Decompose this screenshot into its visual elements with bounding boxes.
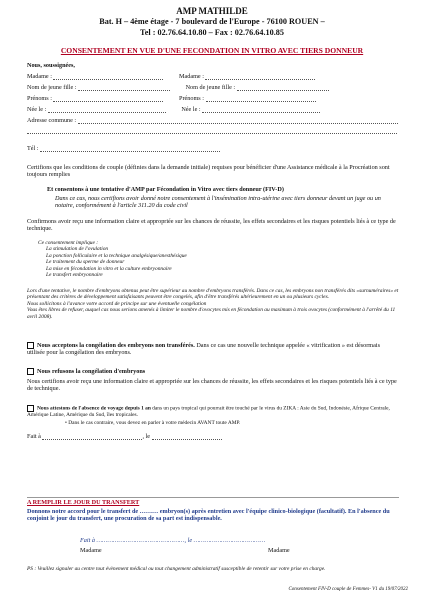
prenoms-label-1: Prénoms : xyxy=(27,95,52,102)
prenoms-field-2[interactable] xyxy=(206,96,316,102)
form-row-tel xyxy=(27,145,407,152)
travel-block xyxy=(27,405,399,426)
madame-label-2: Madame : xyxy=(179,73,204,80)
madame-sign-2: Madame xyxy=(268,547,290,554)
implies-item: La ponction folliculaire et la technique analgésique/anesthésique xyxy=(46,252,187,259)
nee-field-2[interactable] xyxy=(202,107,320,113)
implies-item: Le transfert embryonnaire xyxy=(46,272,103,279)
bullet-icon: • xyxy=(65,419,69,426)
document-title: CONSENTEMENT EN VUE D'UNE FECONDATION IN VITRO AVEC TIERS DONNEUR xyxy=(60,46,364,55)
accept-detail: Dans ce cas une nouvelle technique appelée « vitrification » est désormais utilisée pour la congélation des embryons. xyxy=(27,342,380,357)
certify-text: Certifions que les conditions de couple (définies dans la demande initiale) requises pour bénéficier d'une Assistance médicale à la Procréation sont toujours remplies xyxy=(27,164,390,178)
refuse-label: Nous refusons la congélation d'embryons xyxy=(37,368,146,375)
implies-item: La mise en fécondation in vitro et la culture embryonnaire xyxy=(46,265,172,272)
made-at-label: Fait à xyxy=(27,433,41,440)
form-row-adresse xyxy=(27,117,407,124)
refuse-checkbox[interactable] xyxy=(27,368,34,375)
nom-field-2[interactable] xyxy=(237,85,329,91)
prenoms-label-2: Prénoms : xyxy=(179,95,204,102)
accept-checkbox[interactable] xyxy=(27,342,34,349)
nom-label-1: Nom de jeune fille : xyxy=(27,84,77,91)
travel-text: dans un pays tropical qui pourrait être touché par le virus du ZIKA : Asie du Sud, Indonésie, Afrique Centrale, Amérique Latine, Amérique du Sud, îles tropicales. xyxy=(27,405,390,419)
nee-label-2: Née le : xyxy=(181,106,201,113)
info-text: Confirmons avoir reçu une information claire et appropriée sur les chances de réussite, les effets secondaires et les risques potentiels liés à ce type de technique. xyxy=(27,218,396,232)
center-phones: Tel : 02.76.64.10.80 – Fax : 02.76.64.10.85 xyxy=(140,28,284,37)
form-row-prenoms xyxy=(27,95,407,102)
prenoms-field-1[interactable] xyxy=(53,96,163,102)
nee-label-1: Née le : xyxy=(27,106,47,113)
tel-field[interactable] xyxy=(40,146,220,152)
adresse-field-line-2[interactable] xyxy=(27,133,397,134)
embryo-note xyxy=(27,288,399,320)
ps-note: PS : Veuillez signaler au centre tout évènement médical ou tout changement administratif susceptible de retentir sur votre prise en charge. xyxy=(27,566,326,572)
form-row-nee xyxy=(27,106,407,113)
embryo-note-line: Lors d'une tentative, le nombre d'embryons obtenus peut être supérieur au nombre d'embryons transférés. Dans ce cas, les embryons non transférés dits «surnuméraires» et présentant des critères de développement satisfaisants peuvent être congelés, afin d'être transférés ultérieurement en un ou plusieurs cycles. xyxy=(27,288,399,301)
option-refuse xyxy=(27,368,399,375)
form-intro: Nous, soussignées, xyxy=(27,62,75,69)
embryo-note-line: Nous sollicitons à l'avance votre accord de principe sur une éventuelle congélation xyxy=(27,300,207,307)
option-accept xyxy=(27,342,399,356)
consent-note: Dans ce cas, nous certifions avoir donné notre consentement à l'insémination intra-utérine avec tiers donneur devant un juge ou un notaire, conformément à l'article 311.20 du code civil xyxy=(55,195,381,209)
travel-bold: Nous attestons de l'absence de voyage depuis 1 an xyxy=(37,405,151,412)
transfer-made: Fait à …………………………………………, le ………………………………… xyxy=(80,537,266,544)
transfer-heading: A REMPLIR LE JOUR DU TRANSFERT xyxy=(27,499,140,506)
madame-field-2[interactable] xyxy=(205,74,315,80)
refuse-info: Nous certifions avoir reçu une information claire et appropriée sur les chances de réussite, les effets secondaires et les risques potentiels liés à ce type de technique. xyxy=(27,378,397,392)
date-label: , le xyxy=(142,433,151,440)
footer-version: Consentement FIV-D couple de Femmes- V1 du 19/07/2022 xyxy=(288,587,408,592)
form-row-nom xyxy=(27,84,407,91)
travel-bullet-row xyxy=(27,420,399,426)
transfer-divider xyxy=(27,497,399,498)
signature-row xyxy=(27,433,399,440)
made-at-field[interactable] xyxy=(42,434,142,440)
nom-label-2: Nom de jeune fille : xyxy=(185,84,236,91)
form-row-madame xyxy=(27,73,407,80)
adresse-field[interactable] xyxy=(78,118,398,124)
consent-title: Et consentons à une tentative d'AMP par Fécondation in Vitro avec tiers donneur (FIV-D) xyxy=(47,186,284,193)
implies-item: Le traitement du sperme de donneur xyxy=(46,259,125,266)
travel-bullet: Dans le cas contraire, vous devez en parler à votre médecin AVANT toute AMP. xyxy=(68,419,241,426)
nom-field-1[interactable] xyxy=(78,85,170,91)
accept-label: Nous acceptons la congélation des embryons non transférés. xyxy=(37,342,195,349)
adresse-label: Adresse commune : xyxy=(27,117,77,124)
madame-sign-1: Madame xyxy=(80,547,102,554)
center-address: Bat. H – 4ème étage - 7 boulevard de l'Europe - 76100 ROUEN – xyxy=(99,17,325,26)
travel-checkbox[interactable] xyxy=(27,405,34,412)
date-field[interactable] xyxy=(152,434,222,440)
embryo-note-line: Vous êtes libres de refuser, auquel cas nous serions amenés à limiter le nombre d'ovocytes mis en fécondation au maximum à trois ovocytes (conformément à l'arrêté du 11 avril 2008). xyxy=(27,307,396,320)
madame-label-1: Madame : xyxy=(27,73,52,80)
nee-field-1[interactable] xyxy=(48,107,166,113)
implies-item: La stimulation de l'ovulation xyxy=(46,246,109,253)
tel-label: Tél : xyxy=(27,145,39,152)
center-name: AMP MATHILDE xyxy=(176,6,248,16)
implies-title: Ce consentement implique : xyxy=(38,240,99,246)
transfer-text: Donnons notre accord pour le transfert de ……… embryon(s) après entretien avec l'équipe clinico-biologique (facultatif). En l'absence du conjoint le jour du transfert, une procuration de sa part est indispensable. xyxy=(27,508,390,522)
implies-block xyxy=(38,240,378,278)
madame-field-1[interactable] xyxy=(53,74,163,80)
